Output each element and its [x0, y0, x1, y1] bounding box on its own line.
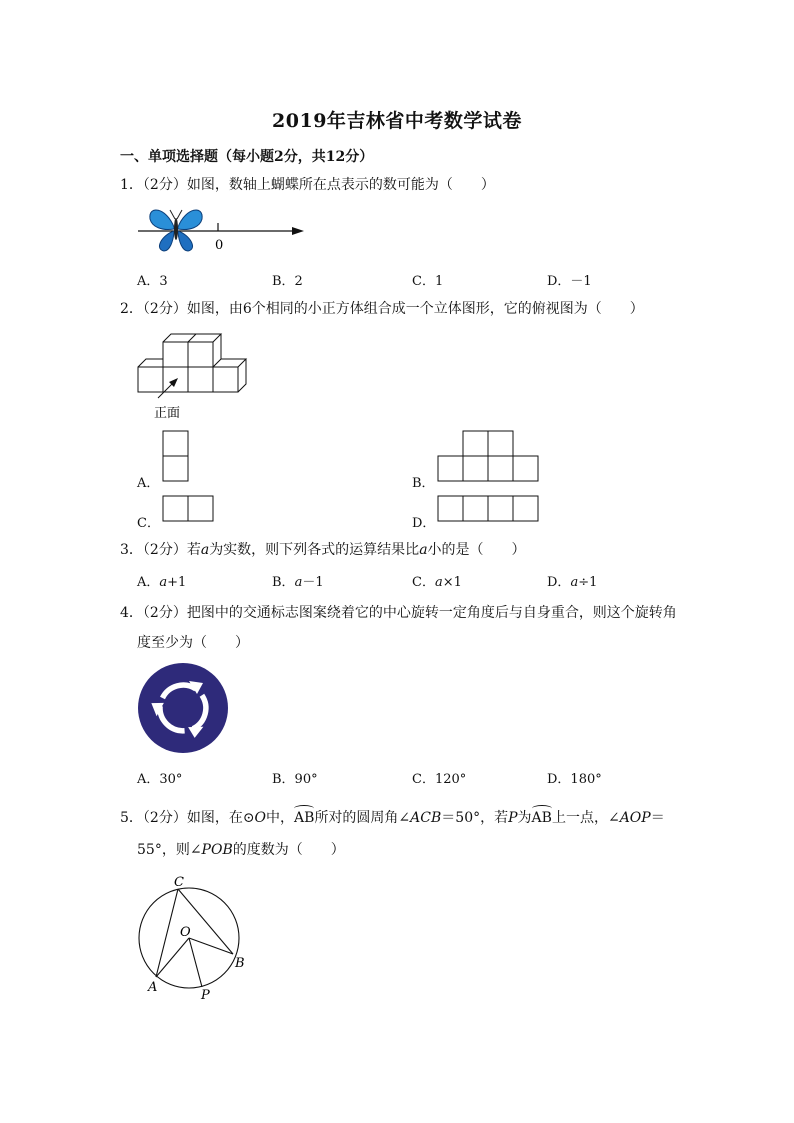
question-2-stem: 2．（2分）如图，由6个相同的小正方体组合成一个立体图形，它的俯视图为（ ）	[120, 301, 644, 317]
q1-option-c: C．1	[412, 274, 444, 289]
q3-variable-a: a	[200, 542, 210, 558]
q4-option-a: A．30°	[137, 772, 183, 787]
number-line-arrow-icon	[292, 227, 304, 235]
q2-option-c: C．	[137, 516, 160, 531]
q3-option-a: A．a+1	[137, 575, 187, 590]
number-line-figure	[136, 203, 306, 253]
question-4-stem-line-1: 4．（2分）把图中的交通标志图案绕着它的中心旋转一定角度后与自身重合，则这个旋转角	[120, 605, 677, 621]
question-5-stem-line-2: 55°，则∠POB的度数为（ ）	[137, 842, 345, 858]
arc-ab-2: AB	[531, 810, 552, 826]
question-1-stem: 1．（2分）如图，数轴上蝴蝶所在点表示的数可能为（ ）	[120, 177, 495, 193]
q2-option-d-figure	[437, 495, 541, 523]
q3-option-c: C．a×1	[412, 575, 462, 590]
label-p: P	[201, 988, 210, 1003]
q2-option-b-figure	[437, 430, 541, 484]
section-heading: 一、单项选择题（每小题2分，共12分）	[120, 149, 374, 165]
label-b: B	[235, 956, 245, 971]
circle-geometry-figure	[132, 870, 252, 1005]
question-3-stem	[120, 540, 526, 560]
q1-option-b: B．2	[272, 274, 303, 289]
label-o: O	[180, 925, 191, 940]
q4-option-b: B．90°	[272, 772, 318, 787]
page-title: 2019年吉林省中考数学试卷	[272, 110, 522, 132]
q2-option-a-figure	[162, 430, 190, 484]
q2-option-b: B．	[412, 476, 435, 491]
q3-option-b: B．a－1	[272, 575, 324, 590]
q3-text-2: 为实数，则下列各式的运算结果比	[209, 542, 420, 558]
label-c: C	[174, 875, 184, 890]
question-5-stem-line-1: 5．（2分）如图，在⊙O中，AB所对的圆周角∠ACB＝50°，若P为AB上一点，∠AOP＝	[120, 810, 665, 826]
q3-option-d: D．a÷1	[547, 575, 598, 590]
q4-option-d: D．180°	[547, 772, 602, 787]
arc-ab-1: AB	[294, 810, 315, 826]
q4-option-c: C．120°	[412, 772, 467, 787]
question-4-stem-line-2: 度至少为（ ）	[137, 635, 249, 651]
q3-variable-a: a	[419, 542, 428, 558]
q1-option-d: D．－1	[547, 274, 592, 289]
zero-label: 0	[215, 238, 224, 253]
q3-text-1: 3．（2分）若	[120, 542, 201, 558]
q1-option-a: A．3	[137, 274, 168, 289]
q3-text-3: 小的是（ ）	[427, 542, 526, 558]
cube-solid-figure	[136, 330, 252, 425]
q2-option-a: A．	[137, 476, 160, 491]
q2-option-d: D．	[412, 516, 436, 531]
q2-option-c-figure	[162, 495, 216, 523]
roundabout-sign-icon	[137, 662, 229, 754]
front-label: 正面	[154, 406, 181, 421]
label-a: A	[148, 980, 158, 995]
